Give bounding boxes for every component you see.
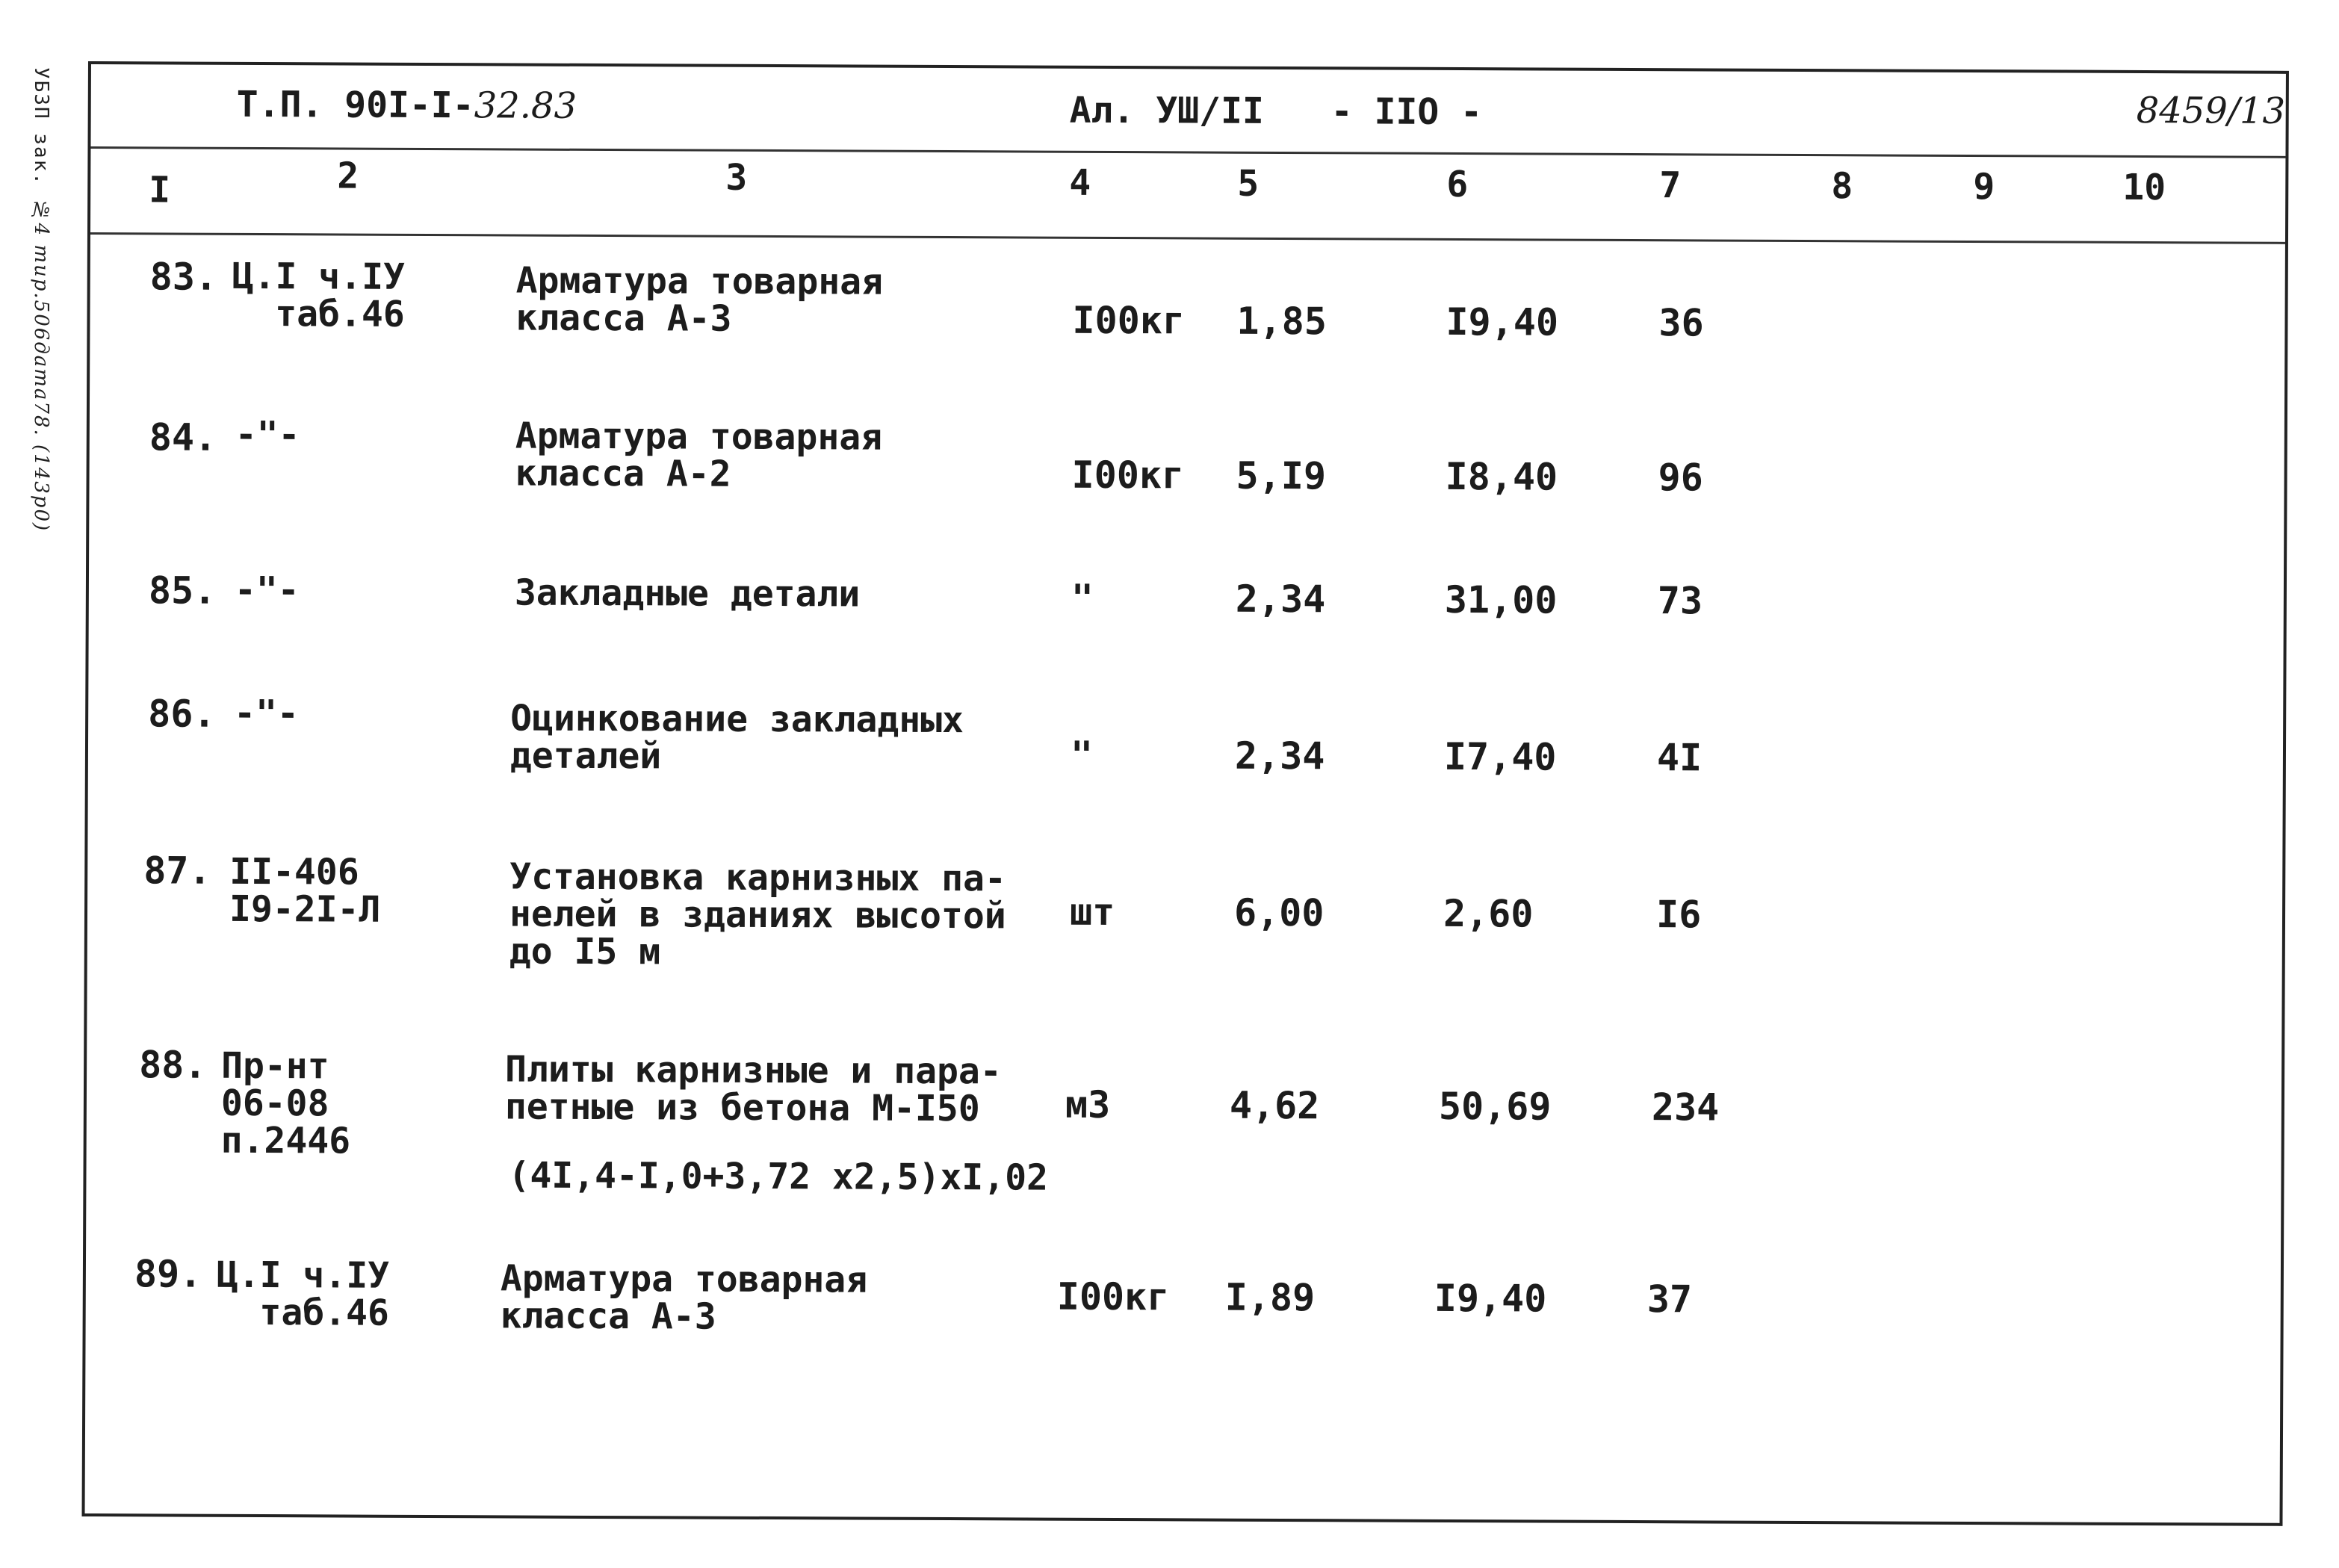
row-total: 36 [1658,301,1704,345]
row-description [504,1048,1002,1130]
row-total: 96 [1658,456,1703,500]
row-quantity: 5,I9 [1236,453,1327,498]
row-total: I6 [1655,893,1702,937]
row-description-line: класса А-3 [515,297,732,340]
row-formula: (4I,4-I,0+3,72 x2,5)xI,02 [508,1154,1049,1199]
row-unit: I00кг [1056,1274,1170,1319]
row-description-line: Установка карнизных па- [509,855,1007,900]
row-description [510,699,964,776]
project-number-text: Т.П. 90I-I- [236,83,474,127]
column-header-10: 10 [2122,166,2166,209]
row-description-line: петные из бетона М-I50 [504,1085,980,1130]
row-unit: I00кг [1072,298,1186,343]
row-reference [220,1044,351,1162]
column-header-3: 3 [725,156,748,199]
row-total: 4I [1656,736,1703,780]
row-unit-price: 50,69 [1438,1084,1552,1129]
row-reference [217,1256,390,1332]
row-quantity: 6,00 [1233,890,1325,935]
row-unit: " [1070,733,1094,777]
row-quantity: 1,85 [1236,299,1328,344]
row-reference-line: Пр-нт [221,1044,329,1088]
row-reference-line: II-406 [229,850,359,893]
column-header-8: 8 [1831,165,1853,208]
row-unit-price: 2,60 [1443,891,1534,936]
row-description [501,1259,868,1336]
margin-handwritten-note: №4 тир.506дата78. (143р0) [30,199,52,533]
column-header-4: 4 [1069,161,1091,204]
row-reference-line: Ц.I ч.IУ [232,255,406,298]
row-description-line: Оцинкование закладных [510,697,964,742]
row-description [515,259,884,340]
column-header-2: 2 [337,155,359,197]
row-number: 85. [148,568,217,613]
row-unit: I00кг [1071,453,1185,498]
project-number-suffix: 32.83 [474,84,577,127]
column-header-6: 6 [1446,163,1469,206]
row-unit-price: 31,00 [1444,577,1558,622]
row-unit: м3 [1065,1082,1111,1127]
row-description-line: Закладные детали [514,571,861,616]
row-description-line: Арматура товарная [515,415,883,459]
row-reference [232,255,406,335]
row-quantity: 2,34 [1234,734,1325,778]
row-reference [234,568,300,612]
margin-annotation [30,67,52,532]
row-unit-price: I9,40 [1446,300,1559,344]
column-header-divider [90,232,2285,244]
row-description-line: класса А-2 [515,452,731,495]
row-reference-line: 06-08 [220,1082,329,1125]
row-description [509,855,1007,973]
album-label: Ал. УШ/II [1069,89,1264,132]
row-number: 88. [139,1043,207,1087]
row-total: 37 [1646,1277,1693,1321]
document-code: 8459/13 [2136,89,2286,132]
column-header-5: 5 [1237,162,1260,205]
row-number: 89. [134,1252,202,1296]
row-total: 234 [1651,1085,1720,1129]
row-quantity: 2,34 [1235,577,1326,622]
column-header-7: 7 [1659,164,1682,207]
header-divider [90,146,2285,158]
row-number: 87. [143,849,211,893]
row-reference-line: -"- [235,413,300,456]
row-unit-price: I9,40 [1434,1276,1547,1321]
row-reference-line: I9-2I-Л [229,887,381,931]
row-reference-line: -"- [234,692,300,735]
row-description-line: класса А-3 [500,1295,716,1338]
row-quantity: 4,62 [1229,1083,1320,1128]
row-reference-line: п.2446 [220,1119,351,1162]
page-number: - IIO - [1330,90,1483,134]
row-reference [229,850,381,931]
row-number: 86. [148,692,216,736]
row-description-line: Арматура товарная [515,259,884,303]
column-header-9: 9 [1973,166,1995,208]
document-frame [82,61,2289,1526]
row-description [515,415,883,495]
row-total: 73 [1657,579,1703,623]
row-unit: шт [1069,890,1115,935]
row-unit-price: I8,40 [1445,454,1558,499]
row-description [514,571,861,616]
row-number: 83. [149,255,218,299]
row-description-line: деталей [509,734,662,778]
row-description-line: нелей в зданиях высотой [509,893,1006,938]
margin-stamp: УБЗП зак. [30,67,52,186]
row-number: 84. [149,415,217,459]
row-description-line: Арматура товарная [500,1257,868,1301]
row-unit: " [1071,576,1094,620]
row-unit-price: I7,40 [1443,734,1557,779]
column-header-1: I [149,169,171,211]
row-reference-line: таб.46 [259,1292,390,1334]
project-number [237,84,577,127]
row-reference-line: таб.46 [275,293,405,335]
row-reference [235,413,300,456]
row-quantity: I,89 [1224,1275,1316,1320]
row-reference-line: -"- [234,568,300,612]
row-description-line: до I5 м [509,930,661,973]
row-description-line: Плиты карнизные и пара- [504,1048,1002,1093]
row-reference-line: Ц.I ч.IУ [216,1254,390,1297]
row-reference [234,692,300,735]
